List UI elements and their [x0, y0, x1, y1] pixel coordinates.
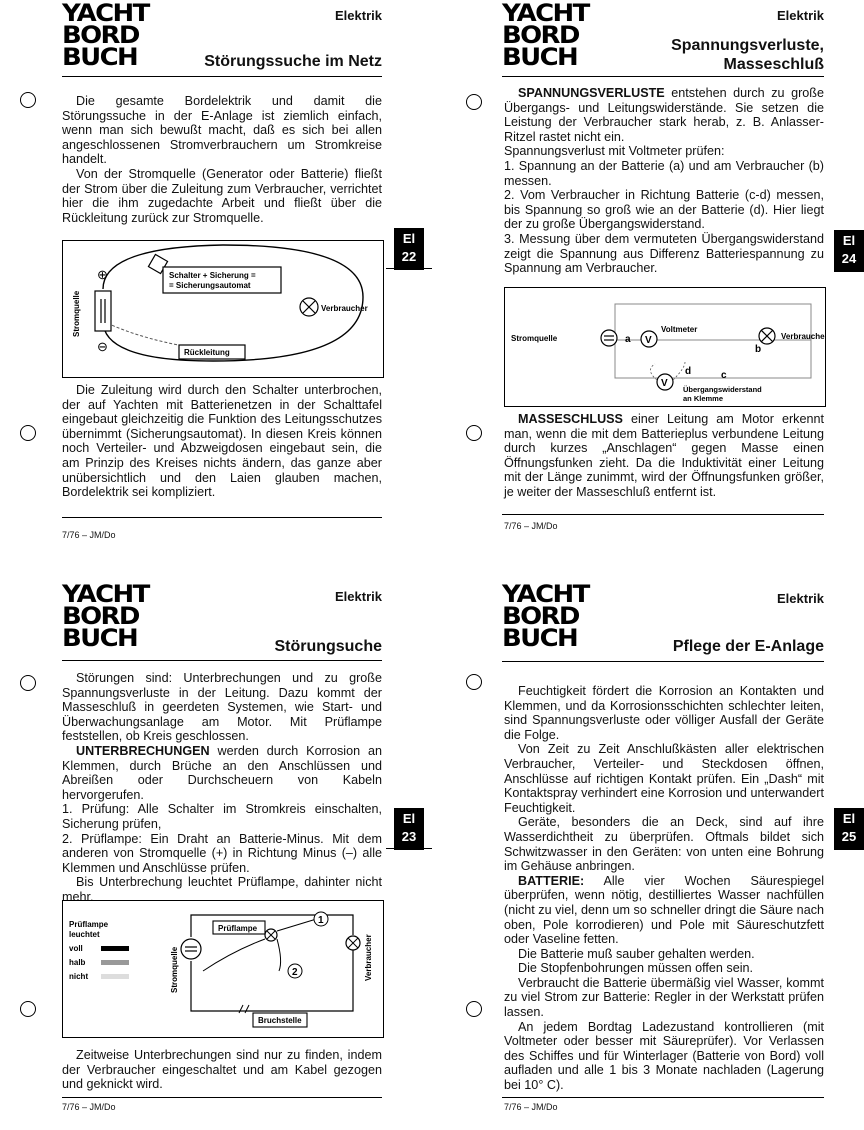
- switch-label-2: = Sicherungsautomat: [169, 281, 251, 290]
- yachtbordbuch-logo: YACHT BORD BUCH: [62, 580, 149, 652]
- legend-half: halb: [69, 958, 86, 967]
- break-point-label: Bruchstelle: [258, 1016, 302, 1025]
- battery-icon: [181, 939, 201, 959]
- legend-title: Prüflampe: [69, 920, 109, 929]
- svg-text:V: V: [661, 378, 668, 389]
- footer-rule: [502, 514, 824, 515]
- step-1-marker: 1: [318, 915, 324, 926]
- binder-hole-icon: [466, 1001, 482, 1017]
- binder-hole-icon: [466, 94, 482, 110]
- consumer-label: Verbraucher: [364, 934, 373, 981]
- battery-icon: [95, 291, 111, 331]
- circuit-diagram: [62, 240, 384, 378]
- footer-rule: [62, 517, 382, 518]
- page-title: Störungssuche im Netz: [204, 53, 382, 70]
- footer-code: 7/76 – JM/Do: [62, 1102, 116, 1112]
- category-label: Elektrik: [777, 591, 824, 606]
- body-text: Feuchtigkeit fördert die Korrosion an Kontakten und Klemmen, und da Korrosionsschichten schlechter leiten, sind Spannungsverluste oder völliger Ausfall der Geräte die Folge. Von Zeit zu Zeit Anschlußkästen aller elektrischen Verbraucher, Verteiler- und Steckdosen öffnen, Anschlüsse auf richtigen Kontakt prüfen. Ein „Dash“ mit Kontaktspray verhindert eine Korrosion und unterwandert Feuchtigkeit. Geräte, besonders die an Deck, sind auf ihre Wasserdichtheit zu überprüfen. Oftmals bildet sich Schwitzwasser in den Geräten: von unten eine Bohrung im Gehäuse anbringen. BATTERIE: Alle vier Wochen Säurespiegel überprüfen, wenn nötig, destilliertes Wasser nachfüllen (nicht zu viel, denn um so schneller dringt die Säure nach oben, Pole korrodieren) und Pole mit Säureschutzfett oder Vaseline fetten. Die Batterie muß sauber gehalten werden. Die Stopfenbohrungen müssen offen sein. Verbraucht die Batterie übermäßig viel Wasser, kommt zu viel Strom zur Batterie: Regler in der Werkstatt prüfen lassen. An jedem Bordtag Ladezustand kontrollieren (mit Voltmeter oder besser mit Säureprüfer). Vor Verlassen des Schiffes und für Winterlager (Batterie von Bord) voll aufladen und alle 1 bis 3 Monate nachladen (Lagerung bei 10° C).: [504, 684, 824, 1093]
- body-text: Die Zuleitung wird durch den Schalter unterbrochen, der auf Yachten mit Batterienetzen in der Schalttafel eingebaut gleichzeitig die Funktion des Leitungsschutzes übernimmt (Sicherungsautomat). In diesen Kreis können noch Verteiler- und Abzweigdosen eingebaut sein, die am Prinzip des Kreises nichts ändern, das ganze aber unübersichtlich und den Laien glauben machen, Bordelektrik sei kompliziert.: [62, 383, 382, 500]
- consumer-label: Verbraucher: [321, 304, 368, 313]
- yachtbordbuch-logo: YACHT BORD BUCH: [502, 580, 589, 652]
- binder-hole-icon: [20, 675, 36, 691]
- point-c: c: [721, 370, 727, 381]
- footer-code: 7/76 – JM/Do: [504, 521, 558, 531]
- header-rule: [502, 76, 824, 77]
- battery-icon: [601, 330, 617, 346]
- card-stoerungsuche: [0, 565, 432, 1130]
- card-stoerungssuche-netz: [0, 0, 432, 565]
- page-title: Pflege der E-Anlage: [672, 638, 824, 655]
- resistance-label-2: an Klemme: [683, 394, 724, 403]
- plus-icon: ⊕: [97, 267, 108, 282]
- intro-text: Störungen sind: Unterbrechungen und zu große Spannungsverluste in der Leitung. Dazu kommt der Masseschluß in geerdeten Systemen, wie Start- und Überwachungsanlage am Motor. Mit Prüflampe feststellen, ob Kreis geschlossen. UNTERBRECHUNGEN werden durch Korrosion an Klemmen, durch Brüche an den Anschlüssen und Abreißen oder Durchscheuern von Kabeln hervorgerufen. 1. Prüfung: Alle Schalter im Stromkreis einschalten, Sicherung prüfen, 2. Prüflampe: Ein Draht an Batterie-Minus. Mit dem anderen von Stromquelle (+) in Richtung Minus (–) alle Klemmen und Anschlüsse prüfen. Bis Unterbrechung leuchtet Prüflampe, dahinter nicht mehr.: [62, 671, 382, 904]
- return-line-label: Rückleitung: [184, 348, 230, 357]
- card-spannungsverluste: [432, 0, 864, 565]
- section-tab: El 22: [394, 228, 424, 270]
- switch-label: Schalter + Sicherung =: [169, 271, 256, 280]
- legend-title-2: leuchtet: [69, 930, 100, 939]
- intro-text: Die gesamte Bordelektrik und damit die Störungssuche in der E-Anlage ist ziemlich einfach, wenn man sich bewußt macht, daß es sich bei allen angeschlossenen Stromverbrauchern um Stromkreise handelt. Von der Stromquelle (Generator oder Batterie) fließt der Strom über die Zuleitung zum Verbraucher, verrichtet hier die ihm zugedachte Arbeit und fließt über die Rückleitung zurück zur Stromquelle.: [62, 94, 382, 225]
- section-tab: El 24: [834, 230, 864, 272]
- step-2-marker: 2: [292, 967, 298, 978]
- body-text: Zeitweise Unterbrechungen sind nur zu finden, indem der Verbraucher eingeschaltet und am Kabel gezogen und geknickt wird.: [62, 1048, 382, 1092]
- category-label: Elektrik: [777, 8, 824, 23]
- consumer-label: Verbraucher: [781, 332, 825, 341]
- point-b: b: [755, 344, 762, 355]
- binder-hole-icon: [466, 425, 482, 441]
- card-pflege-e-anlage: [432, 565, 864, 1130]
- footer-code: 7/76 – JM/Do: [504, 1102, 558, 1112]
- category-label: Elektrik: [335, 589, 382, 604]
- test-lamp-diagram: [62, 900, 384, 1038]
- header-rule: [62, 76, 382, 77]
- yachtbordbuch-logo: YACHT BORD BUCH: [502, 0, 589, 71]
- page-title: Spannungsverluste, Masseschluß: [671, 37, 824, 73]
- binder-hole-icon: [20, 1001, 36, 1017]
- category-label: Elektrik: [335, 8, 382, 23]
- source-label: Stromquelle: [511, 334, 558, 343]
- svg-text:V: V: [645, 335, 652, 346]
- section-tab: El 23: [394, 808, 424, 850]
- footer-code: 7/76 – JM/Do: [62, 530, 116, 540]
- minus-icon: ⊖: [97, 339, 108, 354]
- binder-hole-icon: [20, 92, 36, 108]
- resistance-label: Übergangswiderstand: [683, 385, 762, 394]
- point-d: d: [685, 366, 692, 377]
- body-text: MASSESCHLUSS einer Leitung am Motor erkennt man, wenn die mit dem Batterieplus verbundene Leitung durch kurzes „Anschlagen“ gegen Masse einen Öffnungsfunken zieht. Da die Induktivität einer Leitung mit der Länge zunimmt, wird der Öffnungsfunken größer, je weiter der Masseschluß entfernt ist.: [504, 412, 824, 499]
- section-tab: El 25: [834, 808, 864, 850]
- page-title: Störungsuche: [274, 638, 382, 655]
- tab-line: [386, 848, 432, 849]
- tab-line: [386, 268, 432, 269]
- legend-none: nicht: [69, 972, 89, 981]
- voltmeter-label: Voltmeter: [661, 325, 698, 334]
- point-a: a: [625, 334, 631, 345]
- voltage-loss-diagram: [504, 287, 826, 407]
- footer-rule: [502, 1097, 824, 1098]
- source-label: Stromquelle: [72, 290, 81, 337]
- binder-hole-icon: [466, 674, 482, 690]
- intro-text: SPANNUNGSVERLUSTE entstehen durch zu große Übergangs- und Leitungswiderstände. Sie setzen die Leistung der Verbraucher stark herab, z. B. Anlasser-Ritzel rastet nicht ein. Spannungsverlust mit Voltmeter prüfen: 1. Spannung an der Batterie (a) und am Verbraucher (b) messen. 2. Vom Verbraucher in Richtung Batterie (c-d) messen, bis Spannung so groß wie an der Batterie (d). Hier liegt der zu große Übergangswiderstand. 3. Messung über dem vermuteten Übergangswiderstand zeigt die Spannung aus Differenz Batteriespannung zu Spannung am Verbraucher.: [504, 86, 824, 276]
- binder-hole-icon: [20, 425, 36, 441]
- header-rule: [62, 660, 382, 661]
- yachtbordbuch-logo: YACHT BORD BUCH: [62, 0, 149, 71]
- test-lamp-label: Prüflampe: [218, 924, 258, 933]
- header-rule: [502, 661, 824, 662]
- source-label: Stromquelle: [170, 946, 179, 993]
- footer-rule: [62, 1097, 382, 1098]
- legend-full: voll: [69, 944, 83, 953]
